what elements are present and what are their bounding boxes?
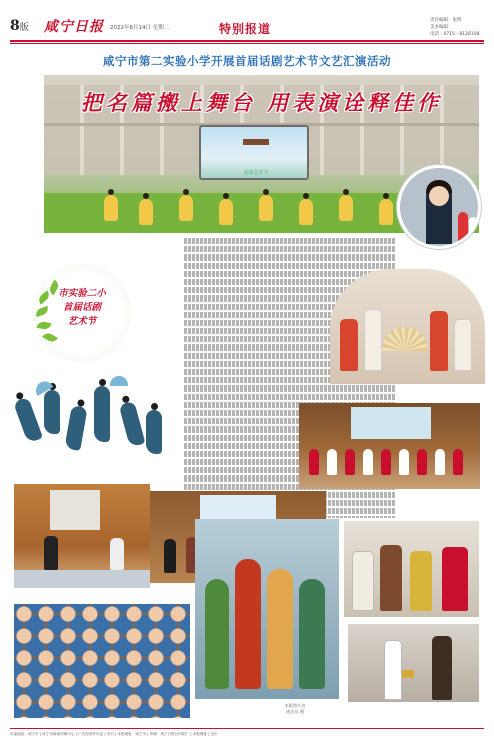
performer-figure xyxy=(44,536,58,570)
audience-photo xyxy=(14,604,190,718)
leaf-icon xyxy=(36,321,51,330)
text-line xyxy=(184,394,396,400)
prop-book-icon xyxy=(402,670,414,678)
footer-rule xyxy=(10,728,484,729)
performer-figure xyxy=(352,551,374,611)
performer-figure xyxy=(345,449,355,475)
masthead-logo: 咸宁日报 xyxy=(44,19,104,35)
performer-figure xyxy=(417,449,427,475)
text-line xyxy=(184,385,396,391)
projection-screen xyxy=(50,490,100,530)
photo-caption xyxy=(250,703,340,715)
page-header xyxy=(0,0,494,44)
page-number xyxy=(10,18,29,34)
text-line xyxy=(184,246,396,252)
performer-figure xyxy=(384,640,402,700)
dancer-figure xyxy=(299,199,313,225)
hero-led-screen xyxy=(199,125,309,180)
dancer-figure xyxy=(13,397,43,444)
editor-line: 电话：0715 - 8128108 xyxy=(430,32,480,37)
performer-figure xyxy=(442,547,468,611)
performer-figure xyxy=(267,569,293,689)
performer-figure xyxy=(435,449,445,475)
performer-figure xyxy=(110,538,124,570)
performer-figure xyxy=(432,636,452,700)
dancer-figure xyxy=(139,199,153,225)
performer-figure xyxy=(235,559,261,689)
performer-figure xyxy=(453,449,463,475)
performer-figure xyxy=(164,539,176,573)
dancer-figure xyxy=(94,386,110,442)
stage-group-photo xyxy=(299,403,480,489)
performer-figure xyxy=(364,309,382,371)
badge-line: 首届话剧 xyxy=(62,302,101,313)
classroom-performance-photo xyxy=(14,484,150,588)
dancer-figure xyxy=(104,195,118,221)
festival-badge xyxy=(33,264,131,362)
text-line xyxy=(184,254,396,260)
performer-figure xyxy=(381,449,391,475)
footer-imprint: 市委地址：咸宁市 | 咸宁市新闻传媒中心 | 广告经营许可证 | 发行 | 本报地址：咸宁市 | 印刷：咸宁日报社印刷厂 | 本报网址 | 定价 xyxy=(10,732,218,736)
dancer-figure xyxy=(64,405,87,451)
text-line xyxy=(184,238,396,244)
performer-figure xyxy=(327,449,337,475)
editor-line: 责任编辑：张辉 xyxy=(430,18,462,23)
performer-figure xyxy=(380,545,402,611)
performer-figure xyxy=(363,449,373,475)
header-rule xyxy=(10,40,484,42)
dancer-figure xyxy=(339,195,353,221)
child-figure xyxy=(468,216,478,246)
article-title: 咸宁市第二实验小学开展首届话剧艺术节文艺汇演活动 xyxy=(103,54,391,68)
caption-line: 本版图片由 xyxy=(284,703,306,708)
dancer-figure xyxy=(146,410,162,454)
performer-figure xyxy=(309,449,319,475)
badge-line: 市实验二小 xyxy=(58,288,106,299)
issue-date: 2022年8月14日 星期二 xyxy=(110,25,170,31)
costume-group-photo xyxy=(195,519,339,699)
dancer-figure xyxy=(179,195,193,221)
text-line xyxy=(184,263,396,269)
performer-figure xyxy=(340,319,358,371)
leaf-icon xyxy=(36,290,51,304)
screen-caption: 话剧艺术节 xyxy=(243,170,269,176)
dancer-figure xyxy=(259,195,273,221)
section-title: 特别报道 xyxy=(219,22,272,36)
leaf-icon xyxy=(42,331,58,344)
host-face xyxy=(429,186,449,206)
folding-fan-icon xyxy=(382,327,428,351)
dancer-figure xyxy=(44,390,60,434)
fan-prop-icon xyxy=(110,376,128,386)
stage-screen xyxy=(351,407,431,439)
drama-characters-photo xyxy=(344,521,479,617)
duet-performance-photo xyxy=(348,624,479,702)
performer-figure xyxy=(410,551,432,611)
page-number-suffix: 版 xyxy=(19,23,29,33)
header-rule-thin xyxy=(10,43,484,44)
editor-line: 美术编辑： xyxy=(430,25,453,30)
editor-info xyxy=(430,17,479,38)
fan-dance-photo xyxy=(14,368,168,480)
pavilion-graphic xyxy=(243,139,269,157)
performer-figure xyxy=(454,319,472,371)
inset-photo-host xyxy=(397,165,481,249)
child-figure xyxy=(458,212,468,242)
page-number-value: 8 xyxy=(10,18,20,34)
leaf-icon xyxy=(34,306,50,317)
dancer-figure xyxy=(379,199,393,225)
dancer-figure xyxy=(219,199,233,225)
costume-photo xyxy=(330,269,485,384)
badge-text xyxy=(52,287,112,329)
dancer-figure xyxy=(119,401,146,448)
audience-seats xyxy=(14,570,150,588)
performer-figure xyxy=(399,449,409,475)
hero-headline: 把名篇搬上舞台 用表演诠释佳作 xyxy=(80,90,443,115)
badge-line: 艺术节 xyxy=(67,316,97,327)
performer-figure xyxy=(430,311,448,371)
crowd-faces xyxy=(14,604,190,718)
performer-figure xyxy=(299,579,325,689)
performer-figure xyxy=(205,579,229,689)
caption-line: 通讯员 摄 xyxy=(285,709,305,714)
